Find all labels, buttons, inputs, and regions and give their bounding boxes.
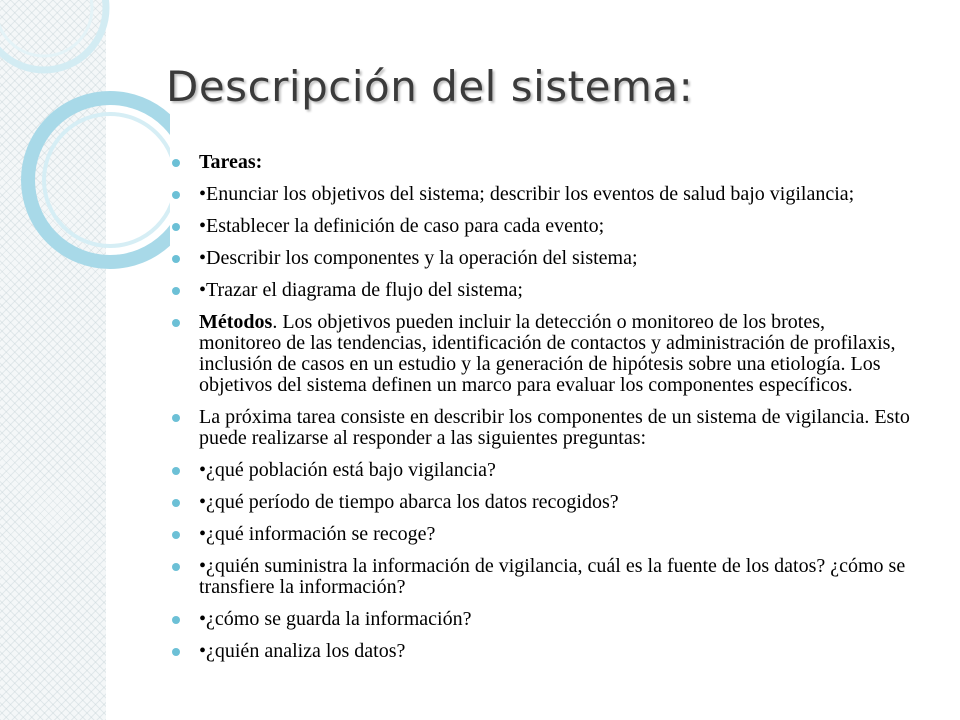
bullet-dot-icon bbox=[172, 287, 180, 295]
list-item bbox=[170, 152, 910, 173]
large-ring-inner bbox=[44, 114, 170, 246]
list-item bbox=[170, 556, 910, 598]
bullet-lead: Métodos bbox=[199, 311, 273, 333]
bullet-dot-icon bbox=[172, 255, 180, 263]
list-item bbox=[170, 184, 910, 205]
bullet-text: •¿qué período de tiempo abarca los datos recogidos? bbox=[199, 491, 619, 513]
bullet-text: •Trazar el diagrama de flujo del sistema; bbox=[199, 279, 523, 301]
list-item bbox=[170, 407, 910, 449]
list-item bbox=[170, 524, 910, 545]
top-ring-inner bbox=[0, 0, 92, 56]
list-item bbox=[170, 492, 910, 513]
bullet-text: •Enunciar los objetivos del sistema; describir los eventos de salud bajo vigilancia; bbox=[199, 183, 855, 205]
list-item bbox=[170, 248, 910, 269]
list-item bbox=[170, 216, 910, 237]
bullet-text: •¿qué información se recoge? bbox=[199, 523, 436, 545]
bullet-text: •¿quién analiza los datos? bbox=[199, 640, 406, 662]
bullet-text: •¿quién suministra la información de vigilancia, cuál es la fuente de los datos? ¿cómo se transfiere la información? bbox=[199, 555, 906, 598]
decorative-circles bbox=[0, 0, 170, 300]
list-item bbox=[170, 312, 910, 396]
bullet-text: . Los objetivos pueden incluir la detección o monitoreo de los brotes, monitoreo de las tendencias, identificación de contactos y administración de profilaxis, inclusión de casos en un estudio y la generación de hipótesis sobre una etiología. Los objetivos del sistema definen un marco para evaluar los componentes específicos. bbox=[199, 311, 896, 396]
bullet-text: •¿qué población está bajo vigilancia? bbox=[199, 459, 496, 481]
bullet-dot-icon bbox=[172, 499, 180, 507]
large-ring bbox=[28, 98, 170, 262]
bullet-dot-icon bbox=[172, 616, 180, 624]
bullet-dot-icon bbox=[172, 648, 180, 656]
bullet-dot-icon bbox=[172, 159, 180, 167]
bullet-text: •¿cómo se guarda la información? bbox=[199, 608, 472, 630]
bullet-dot-icon bbox=[172, 319, 180, 327]
bullet-dot-icon bbox=[172, 414, 180, 422]
list-item bbox=[170, 609, 910, 630]
bullet-text: •Describir los componentes y la operación del sistema; bbox=[199, 247, 638, 269]
bullet-dot-icon bbox=[172, 531, 180, 539]
bullet-dot-icon bbox=[172, 191, 180, 199]
slide-title: Descripción del sistema: bbox=[166, 62, 694, 111]
bullet-lead: Tareas: bbox=[199, 151, 263, 173]
top-ring-outer bbox=[0, 0, 106, 70]
list-item bbox=[170, 460, 910, 481]
list-item bbox=[170, 641, 910, 662]
bullet-dot-icon bbox=[172, 563, 180, 571]
bullet-list bbox=[170, 152, 910, 673]
list-item bbox=[170, 280, 910, 301]
bullet-dot-icon bbox=[172, 467, 180, 475]
bullet-text: La próxima tarea consiste en describir los componentes de un sistema de vigilancia. Esto puede realizarse al responder a las siguientes preguntas: bbox=[199, 406, 910, 449]
bullet-dot-icon bbox=[172, 223, 180, 231]
bullet-text: •Establecer la definición de caso para cada evento; bbox=[199, 215, 605, 237]
